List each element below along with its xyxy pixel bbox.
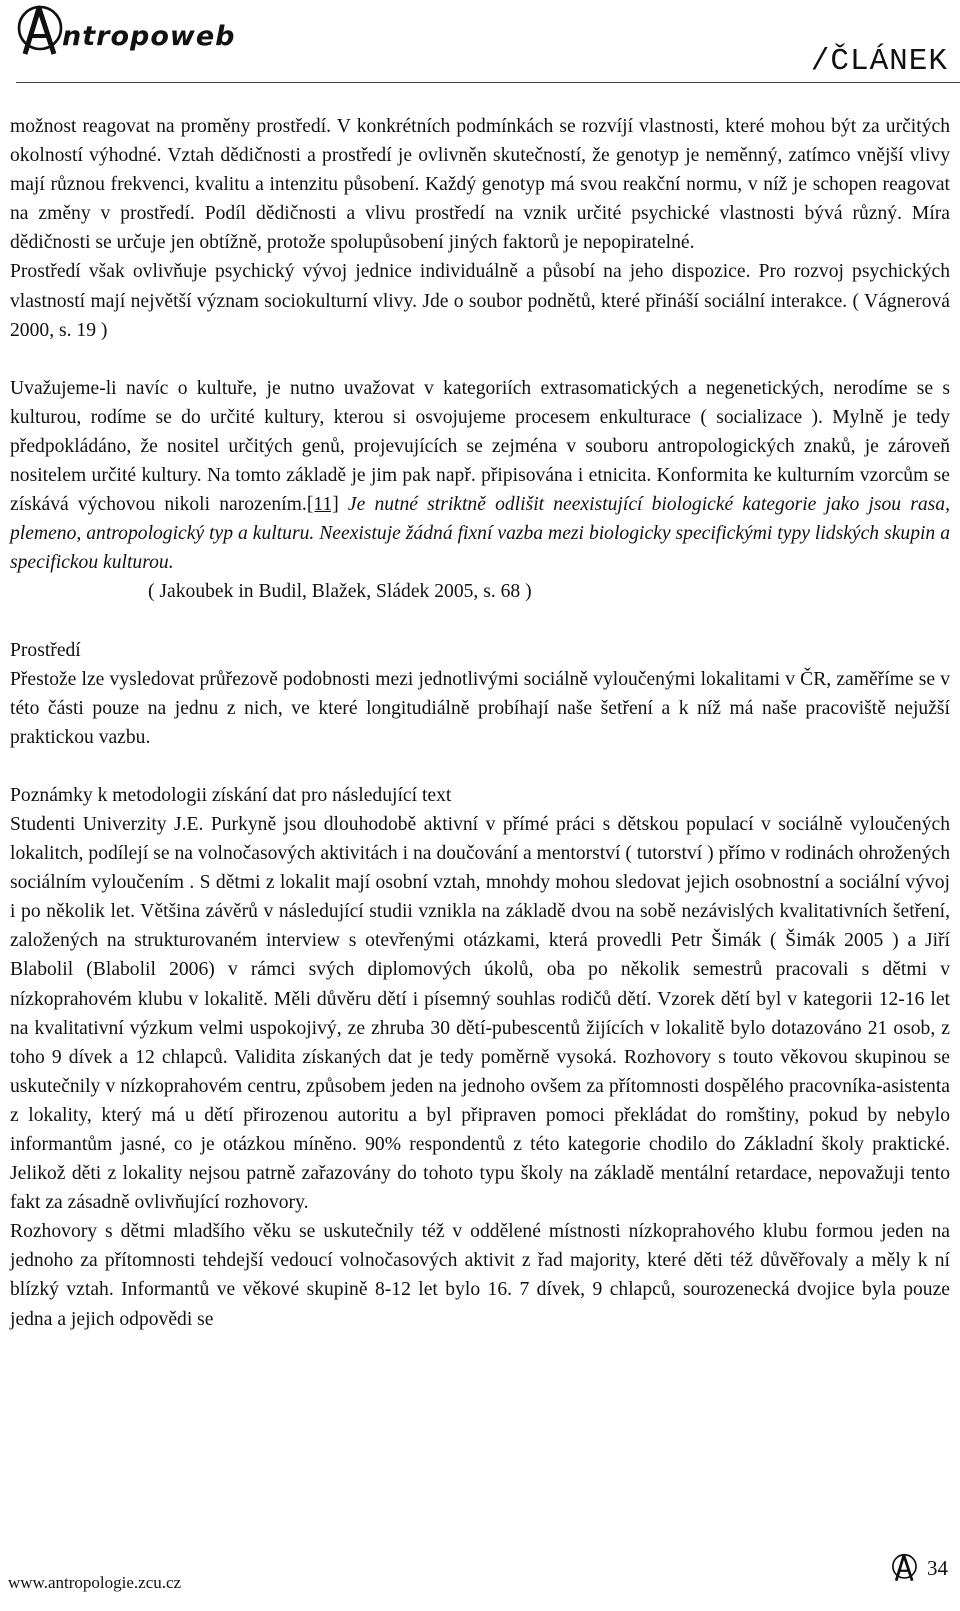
section-heading-prostredi: Prostředí: [10, 639, 81, 661]
paragraph-environment: Prostředí však ovlivňuje psychický vývoj jednice individuálně a působí na jeho dispozice. Pro rozvoj psychických vlastností mají největší význam sociokulturní vlivy. Jde o soubor podnětů, které přináší sociální interakce. ( Vágnerová 2000, s. 19 ): [10, 261, 950, 341]
paragraph-culture-quote: Je nutné striktně odlišit neexistující biologické kategorie jako jsou rasa, plemeno, antropologický typ a kulturu. Neexistuje žádná fixní vazba mezi biologicky specifickými typy lidských skupin a specifickou kulturou.: [10, 494, 950, 574]
antropoweb-logo: [16, 2, 235, 60]
paragraph-methodology: Studenti Univerzity J.E. Purkyně jsou dlouhodobě aktivní v přímé práci s dětskou populací v sociálně vyloučených lokalitch, podílejí se na volnočasových aktivitách i na doučování a mentorství ( tutorství ) přímo v rodinách ohrožených sociálním vyloučením . S dětmi z lokalit mají osobní vztah, mnohdy mohou sledovat jejich osobnostní a sociální vývoj i po několik let. Většina závěrů v následující studii vznikla na základě dvou na sobě nezávislých kvalitativních šetření, založených na strukturovaném interview s otevřenými otázkami, která provedli Petr Šimák ( Šimák 2005 ) a Jiří Blabolil (Blabolil 2006) v rámci svých diplomových úkolů, oba po několik semestrů pracovali s dětmi v nízkoprahovém klubu v lokalitě. Měli důvěru dětí i písemný souhlas rodičů dětí. Vzorek dětí byl v kategorii 12-16 let na kvalitativní výzkum velmi uspokojivý, ze zhruba 30 dětí-pubescentů žijících v lokalitě bylo dotazováno 21 osob, z toho 9 dívek a 12 chlapců. Validita získaných dat je tedy poměrně vysoká. Rozhovory s touto věkovou skupinou se uskutečnily v nízkoprahovém centru, způsobem jeden na jednoho ovšem za přítomnosti dospělého pracovníka-asistenta z lokality, který má u dětí přirozenou autoritu a byl připraven pomoci překládat do romštiny, pokud by nebylo informantům jasné, co je otázkou míněno. 90% respondentů z této kategorie chodilo do Základní školy praktické. Jelikož děti z lokality nejsou patrně zařazovány do tohoto typu školy na základě mentální retardace, nepovažuji tento fakt za zásadně ovlivňující rozhovory.: [10, 813, 950, 1214]
article-body: [10, 112, 950, 1334]
footer-url: www.antropologie.zcu.cz: [8, 1573, 182, 1592]
paragraph-culture-text: Uvažujeme-li navíc o kultuře, je nutno uvažovat v kategoriích extrasomatických a negenetických, nerodíme se s kulturou, rodíme se do určité kultury, kterou si osvojujeme procesem enkulturace ( socializace ). Mylně je tedy předpokládáno, že nositel určitých genů, projevujících se zejména v souboru antropologických znaků, je zároveň nositelem určité kultury. Na tomto základě je jim pak např. připisována i etnicita. Konformita ke kulturním vzorcům se získává výchovou nikoli narozením.: [10, 377, 950, 516]
section-heading-methodology: Poznámky k metodologii získání dat pro následující text: [10, 784, 452, 806]
header-divider: [16, 82, 960, 83]
footer-page: [891, 1552, 948, 1584]
paragraph-heredity: možnost reagovat na proměny prostředí. V konkrétních podmínkách se rozvíjí vlastnosti, které mohou být za určitých okolností výhodné. Vztah dědičnosti a prostředí je ovlivněn skutečností, že genotyp je neměnný, zatímco vnější vlivy mají různou frekvenci, kvalitu a intenzitu působení. Každý genotyp má svou reakční normu, v níž je schopen reagovat na změny v prostředí. Podíl dědičnosti a vlivu prostředí na vznik určité psychické vlastnosti bývá různý. Míra dědičnosti se určuje jen obtížně, protože spolupůsobení jiných faktorů je nepopiratelné.: [10, 116, 950, 254]
section-label: /ČLÁNEK: [810, 44, 948, 79]
paragraph-interviews: Rozhovory s dětmi mladšího věku se uskutečnily též v oddělené místnosti nízkoprahového klubu formou jeden na jednoho za přítomnosti tehdejší vedoucí volnočasových aktivit z řad majority, které děti též důvěřovaly a měly k ní blízký vztah. Informantů ve věkové skupině 8-12 let bylo 16. 7 dívek, 9 chlapců, sourozenecká dvojice byla pouze jedna a jejich odpovědi se: [10, 1221, 950, 1330]
logo-wordmark: ntropoweb: [62, 20, 236, 52]
footer-logo-icon: [891, 1552, 919, 1584]
paragraph-culture: [10, 374, 950, 578]
antropoweb-logo-icon: [16, 2, 66, 60]
footnote-link[interactable]: [11]: [306, 494, 339, 516]
page-header: [8, 0, 952, 84]
citation: ( Jakoubek in Budil, Blažek, Sládek 2005, s. 68 ): [148, 581, 532, 603]
page-number: 34: [927, 1555, 948, 1580]
paragraph-locality: Přestože lze vysledovat průřezově podobnosti mezi jednotlivými sociálně vyloučenými lokalitami v ČR, zaměříme se v této části pouze na jednu z nich, ve které longitudiálně probíhají naše šetření a k níž má naše pracoviště nejužší praktickou vazbu.: [10, 668, 950, 748]
